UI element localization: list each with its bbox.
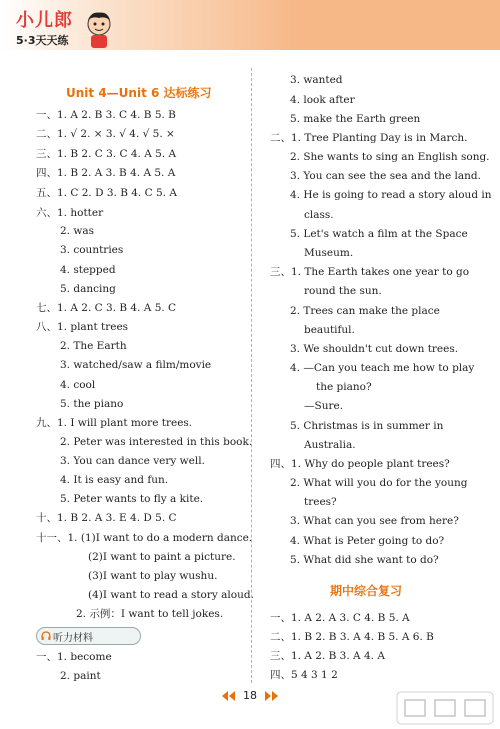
- answer-line: 2. 示例：I want to tell jokes.: [76, 608, 224, 620]
- listening-line: 2. paint: [60, 670, 101, 682]
- answer-line: (4)I want to read a story aloud.: [88, 589, 254, 601]
- answer-line: 一、1. A 2. A 3. C 4. B 5. A: [270, 612, 410, 624]
- answer-line: 五、1. C 2. D 3. B 4. C 5. A: [36, 187, 177, 199]
- answer-line: 十、1. B 2. A 3. E 4. D 5. C: [36, 512, 177, 524]
- answer-line: 八、1. plant trees: [36, 321, 129, 333]
- answer-line: Australia.: [304, 439, 356, 451]
- listening-line: 一、1. become: [36, 651, 112, 663]
- answer-line: 5. make the Earth green: [290, 113, 421, 125]
- answer-line: 5. What did she want to do?: [290, 554, 439, 566]
- answer-line: 2. was: [60, 225, 94, 237]
- answer-line: 三、1. B 2. C 3. C 4. A 5. A: [36, 148, 177, 160]
- answer-line: 4. cool: [60, 379, 96, 391]
- answer-line: beautiful.: [304, 324, 355, 336]
- answer-line: 4. What is Peter going to do?: [290, 535, 445, 547]
- answer-line: 四、1. B 2. A 3. B 4. A 5. A: [36, 167, 176, 179]
- page-number: 18: [243, 689, 257, 702]
- answer-line: 二、1. Tree Planting Day is in March.: [270, 132, 468, 144]
- answer-line: Museum.: [304, 247, 354, 259]
- prev-arrow-icon: [218, 691, 238, 701]
- answer-line: 4. He is going to read a story aloud in: [290, 189, 492, 201]
- headphones-icon: [41, 631, 51, 641]
- answer-line: 2. She wants to sing an English song.: [290, 151, 490, 163]
- answer-line: 4. look after: [290, 94, 355, 106]
- answer-line: 3. countries: [60, 244, 124, 256]
- logo: [8, 4, 108, 48]
- answer-line: 4. stepped: [60, 264, 116, 276]
- left-section-title: Unit 4—Unit 6 达标练习: [66, 86, 212, 100]
- answer-line: 三、1. A 2. B 3. A 4. A: [270, 650, 385, 662]
- answer-line: 5. dancing: [60, 283, 116, 295]
- logo-subtitle: 5·3天天练: [16, 34, 69, 47]
- answer-line: 5. Christmas is in summer in: [290, 420, 444, 432]
- answer-line: 5. the piano: [60, 398, 124, 410]
- answer-line: 六、1. hotter: [36, 207, 104, 219]
- answer-line: 2. Trees can make the place: [290, 305, 440, 317]
- answer-line: 二、1. B 2. B 3. A 4. B 5. A 6. B: [270, 631, 434, 643]
- mascot-icon: [82, 10, 116, 50]
- answer-line: trees?: [304, 496, 337, 508]
- answer-line: the piano?: [316, 381, 372, 393]
- answer-line: 二、1. √ 2. × 3. √ 4. √ 5. ×: [36, 128, 175, 140]
- next-arrow-icon: [262, 691, 282, 701]
- answer-line: 4. —Can you teach me how to play: [290, 362, 475, 374]
- answer-line: 2. What will you do for the young: [290, 477, 468, 489]
- answer-line: 3. watched/saw a film/movie: [60, 359, 212, 371]
- answer-line: —Sure.: [304, 400, 344, 412]
- answer-line: 七、1. A 2. C 3. B 4. A 5. C: [36, 302, 177, 314]
- answer-line: 3. wanted: [290, 74, 343, 86]
- logo-title: 小儿郎: [16, 10, 73, 31]
- answer-line: 一、1. A 2. B 3. C 4. B 5. B: [36, 109, 176, 121]
- answer-line: 四、1. Why do people plant trees?: [270, 458, 450, 470]
- answer-line: 三、1. The Earth takes one year to go: [270, 266, 470, 278]
- column-divider: [251, 68, 252, 683]
- answer-line: (3)I want to play wushu.: [88, 570, 218, 582]
- listening-material-text: 听力材料: [53, 633, 93, 644]
- answer-line: class.: [304, 209, 334, 221]
- answer-line: 2. Peter was interested in this book.: [60, 436, 253, 448]
- answer-line: 3. We shouldn't cut down trees.: [290, 343, 459, 355]
- answer-line: 5. Peter wants to fly a kite.: [60, 493, 204, 505]
- watermark-logo: [395, 690, 495, 726]
- answer-line: 四、5 4 3 1 2: [270, 669, 338, 681]
- answer-line: 3. What can you see from here?: [290, 515, 459, 527]
- answer-line: 3. You can dance very well.: [60, 455, 205, 467]
- answer-line: 3. You can see the sea and the land.: [290, 170, 481, 182]
- answer-line: 4. It is easy and fun.: [60, 474, 169, 486]
- review-section-title: 期中综合复习: [330, 584, 403, 598]
- answer-line: 九、1. I will plant more trees.: [36, 417, 193, 429]
- answer-line: 十一、1. (1)I want to do a modern dance.: [36, 532, 253, 544]
- answer-line: 2. The Earth: [60, 340, 127, 352]
- listening-material-label: [36, 627, 141, 645]
- header-band: [0, 0, 500, 50]
- answer-line: (2)I want to paint a picture.: [88, 551, 236, 563]
- page-footer: [210, 688, 290, 704]
- answer-line: round the sun.: [304, 285, 382, 297]
- answer-line: 5. Let's watch a film at the Space: [290, 228, 468, 240]
